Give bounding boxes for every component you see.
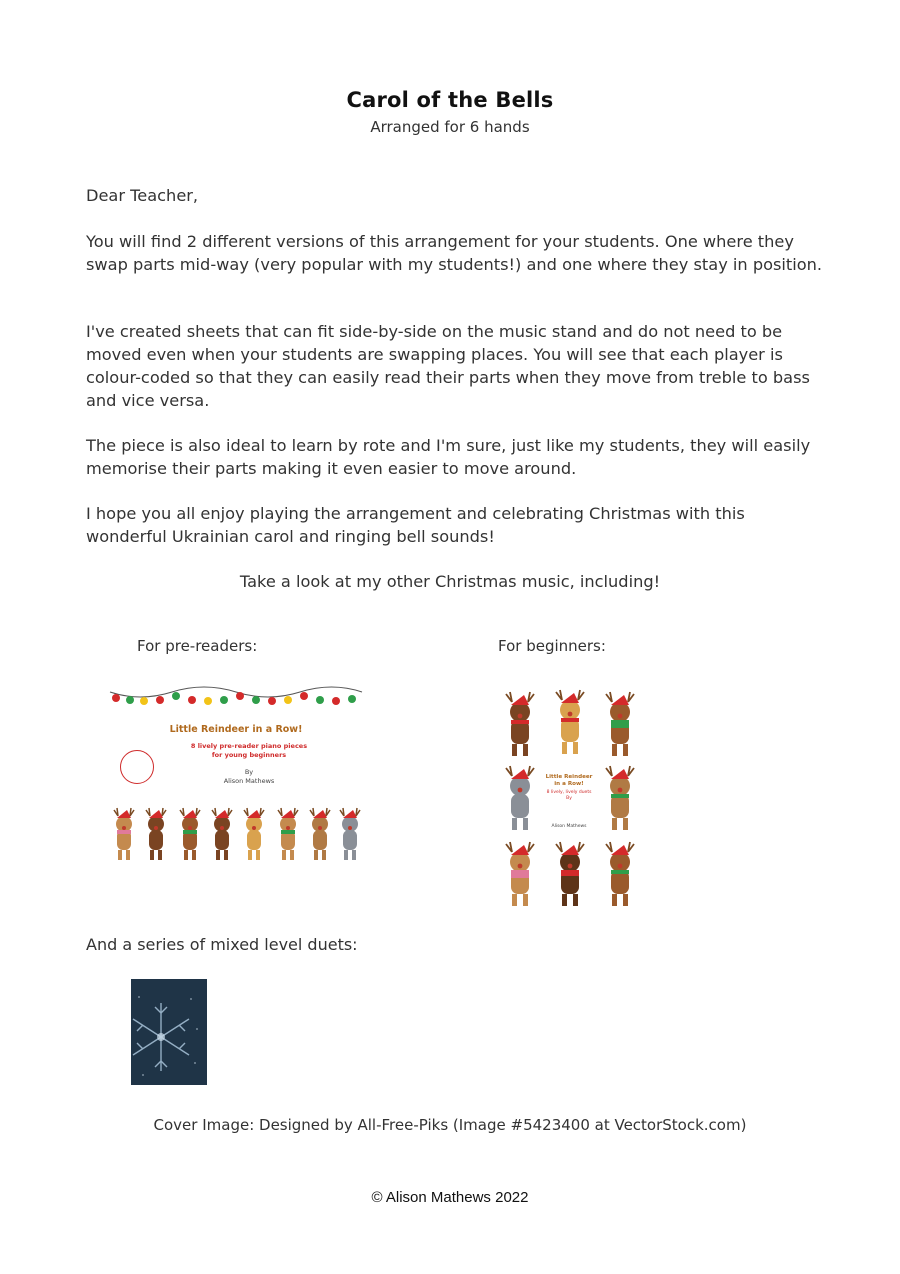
pre-readers-label: For pre-readers:	[137, 637, 258, 655]
book1-subtitle-line2: for young beginners	[211, 751, 287, 759]
book2-author: Alison Mathews	[551, 824, 587, 829]
pre-readers-book-cover[interactable]	[108, 684, 364, 864]
beginners-book-cover[interactable]	[496, 686, 644, 910]
book2-subtitle-text: 8 lively, lively duets	[546, 790, 592, 795]
book2-subtitle	[540, 790, 598, 802]
book2-title-line1: Little Reindeer	[545, 774, 593, 780]
duets-label: And a series of mixed level duets:	[86, 935, 358, 954]
snowflake-icon	[131, 979, 207, 1085]
book2-title	[540, 774, 598, 788]
cover-image-credit: Cover Image: Designed by All-Free-Piks (Image #5423400 at VectorStock.com)	[153, 1116, 747, 1134]
christmas-lights-icon	[108, 684, 364, 714]
book2-by: By	[566, 796, 572, 801]
beginners-label: For beginners:	[498, 637, 606, 655]
book1-byline	[164, 768, 334, 786]
book1-subtitle	[164, 742, 334, 760]
book1-author: Alison Mathews	[223, 777, 275, 785]
book1-title: Little Reindeer in a Row!	[169, 724, 303, 735]
paragraph-1: You will find 2 different versions of this arrangement for your students. One where they swap parts mid-way (very popular with my students!) and one where they stay in position.	[86, 232, 823, 274]
page-subtitle: Arranged for 6 hands	[370, 118, 530, 136]
intro-line: Take a look at my other Christmas music, including!	[239, 572, 661, 591]
copyright-notice: © Alison Mathews 2022	[371, 1189, 529, 1206]
paragraph-3: The piece is also ideal to learn by rote and I'm sure, just like my students, they will easily memorise their parts making it even easier to move around.	[86, 436, 811, 478]
salutation: Dear Teacher,	[86, 186, 199, 205]
duets-book-cover[interactable]	[131, 979, 207, 1085]
book1-subtitle-line1: 8 lively pre-reader piano pieces	[190, 742, 308, 750]
reindeer-row-icon	[108, 796, 364, 864]
book2-title-line2: in a Row!	[554, 781, 584, 787]
page-title: Carol of the Bells	[346, 88, 554, 112]
badge-stamp-icon	[120, 750, 154, 784]
paragraph-4: I hope you all enjoy playing the arrangement and celebrating Christmas with this wonderful Ukrainian carol and ringing bell sounds!	[86, 504, 745, 546]
book1-by: By	[244, 768, 254, 776]
paragraph-2: I've created sheets that can fit side-by-side on the music stand and do not need to be moved even when your students are swapping places. You will see that each player is colour-coded so that they can easily read their parts when they move from treble to bass and vice versa.	[86, 322, 810, 410]
